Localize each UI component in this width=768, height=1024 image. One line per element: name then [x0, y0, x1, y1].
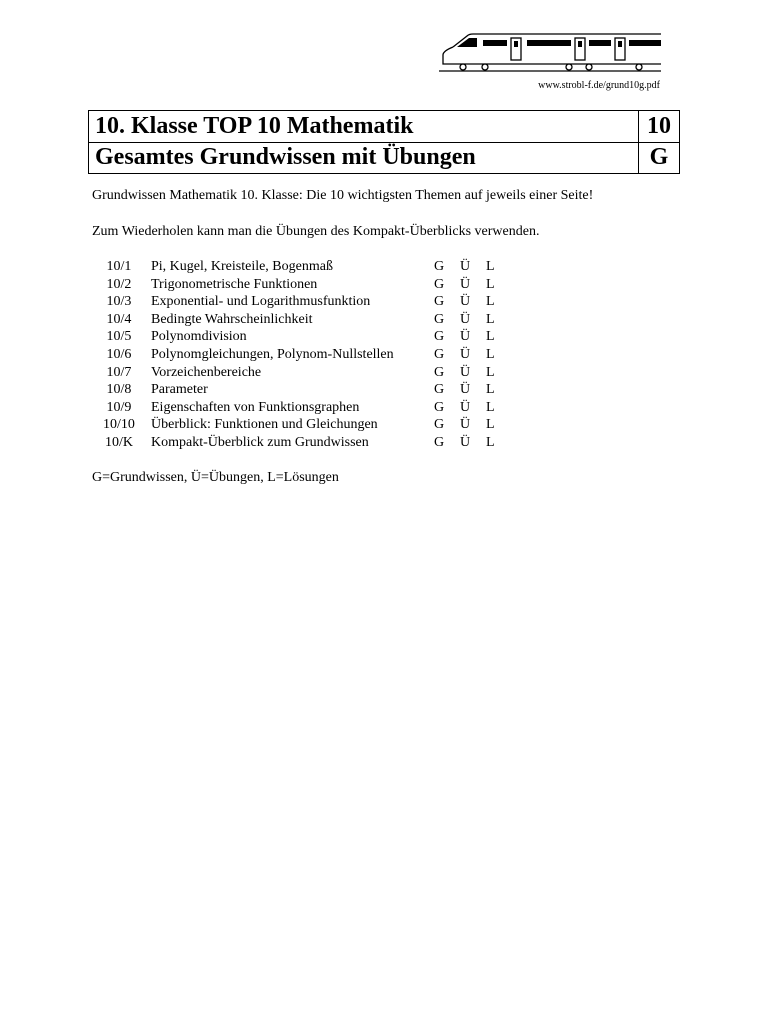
grundwissen-link[interactable]: G: [434, 417, 445, 433]
topic-number: 10/8: [106, 382, 132, 398]
topic-row: [0, 434, 768, 452]
topic-row: [0, 311, 768, 329]
uebungen-link[interactable]: Ü: [460, 311, 471, 327]
topic-row: [0, 381, 768, 399]
document-subtitle: Gesamtes Grundwissen mit Übungen: [95, 144, 476, 170]
grade-code: 10: [638, 111, 679, 142]
loesungen-link[interactable]: L: [486, 259, 495, 274]
uebungen-link[interactable]: Ü: [460, 329, 471, 345]
uebungen-link[interactable]: Ü: [460, 434, 471, 450]
grundwissen-link[interactable]: G: [434, 276, 445, 292]
topic-number: 10/3: [106, 294, 132, 310]
uebungen-link[interactable]: Ü: [460, 399, 471, 415]
grundwissen-link[interactable]: G: [434, 399, 445, 415]
grundwissen-link[interactable]: G: [434, 346, 445, 362]
topic-row: [0, 346, 768, 364]
topic-row: [0, 399, 768, 417]
note-text: Zum Wiederholen kann man die Übungen des Kompakt-Überblicks verwenden.: [92, 224, 540, 239]
uebungen-link[interactable]: Ü: [460, 382, 471, 398]
grundwissen-link[interactable]: G: [434, 364, 445, 380]
grundwissen-link[interactable]: G: [434, 311, 445, 327]
topic-number: 10/7: [106, 364, 132, 380]
grundwissen-link[interactable]: G: [434, 434, 445, 450]
legend-text: G=Grundwissen, Ü=Übungen, L=Lösungen: [92, 470, 339, 485]
loesungen-link[interactable]: L: [486, 382, 495, 398]
topic-title: Trigonometrische Funktionen: [151, 276, 318, 292]
loesungen-link[interactable]: L: [486, 364, 495, 380]
grundwissen-link[interactable]: G: [434, 329, 445, 345]
grundwissen-link[interactable]: G: [434, 294, 445, 310]
topic-list: [0, 258, 768, 452]
topic-number: 10/5: [106, 329, 132, 345]
loesungen-link[interactable]: L: [486, 294, 495, 310]
loesungen-link[interactable]: L: [486, 346, 495, 362]
topic-number: 10/K: [105, 434, 133, 450]
uebungen-link[interactable]: Ü: [460, 346, 471, 362]
train-icon: [439, 27, 661, 77]
loesungen-link[interactable]: L: [486, 434, 495, 450]
loesungen-link[interactable]: L: [486, 276, 495, 292]
document-title: 10. Klasse TOP 10 Mathematik: [95, 113, 414, 139]
topic-row: [0, 364, 768, 382]
topic-title: Vorzeichenbereiche: [151, 364, 262, 380]
loesungen-link[interactable]: L: [486, 399, 495, 415]
uebungen-link[interactable]: Ü: [460, 259, 471, 274]
topic-row: [0, 416, 768, 434]
topic-row: [0, 258, 768, 276]
topic-title: Kompakt-Überblick zum Grundwissen: [151, 434, 369, 450]
topic-row: [0, 276, 768, 294]
intro-text: Grundwissen Mathematik 10. Klasse: Die 10 wichtigsten Themen auf jeweils einer Seite!: [92, 188, 594, 203]
topic-row: [0, 293, 768, 311]
grundwissen-link[interactable]: G: [434, 382, 445, 398]
document-url: www.strobl-f.de/grund10g.pdf: [538, 80, 660, 91]
title-row-1: [89, 111, 679, 143]
loesungen-link[interactable]: L: [486, 329, 495, 345]
topic-title: Polynomdivision: [151, 329, 247, 345]
topic-title: Parameter: [151, 382, 208, 398]
uebungen-link[interactable]: Ü: [460, 276, 471, 292]
topic-title: Eigenschaften von Funktionsgraphen: [151, 399, 360, 415]
topic-row: [0, 328, 768, 346]
topic-title: Exponential- und Logarithmusfunktion: [151, 294, 371, 310]
topic-title: Polynomgleichungen, Polynom-Nullstellen: [151, 346, 394, 362]
type-code: G: [638, 142, 679, 173]
uebungen-link[interactable]: Ü: [460, 417, 471, 433]
topic-title: Bedingte Wahrscheinlichkeit: [151, 311, 313, 327]
uebungen-link[interactable]: Ü: [460, 294, 471, 310]
topic-number: 10/1: [106, 259, 132, 274]
grundwissen-link[interactable]: G: [434, 259, 445, 274]
uebungen-link[interactable]: Ü: [460, 364, 471, 380]
topic-number: 10/4: [106, 311, 132, 327]
loesungen-link[interactable]: L: [486, 417, 495, 433]
topic-title: Pi, Kugel, Kreisteile, Bogenmaß: [151, 259, 333, 274]
loesungen-link[interactable]: L: [486, 311, 495, 327]
title-box: [88, 110, 680, 174]
topic-number: 10/10: [103, 417, 135, 433]
topic-number: 10/9: [106, 399, 132, 415]
title-row-2: [89, 142, 679, 173]
topic-title: Überblick: Funktionen und Gleichungen: [151, 417, 378, 433]
topic-number: 10/6: [106, 346, 132, 362]
topic-number: 10/2: [106, 276, 132, 292]
